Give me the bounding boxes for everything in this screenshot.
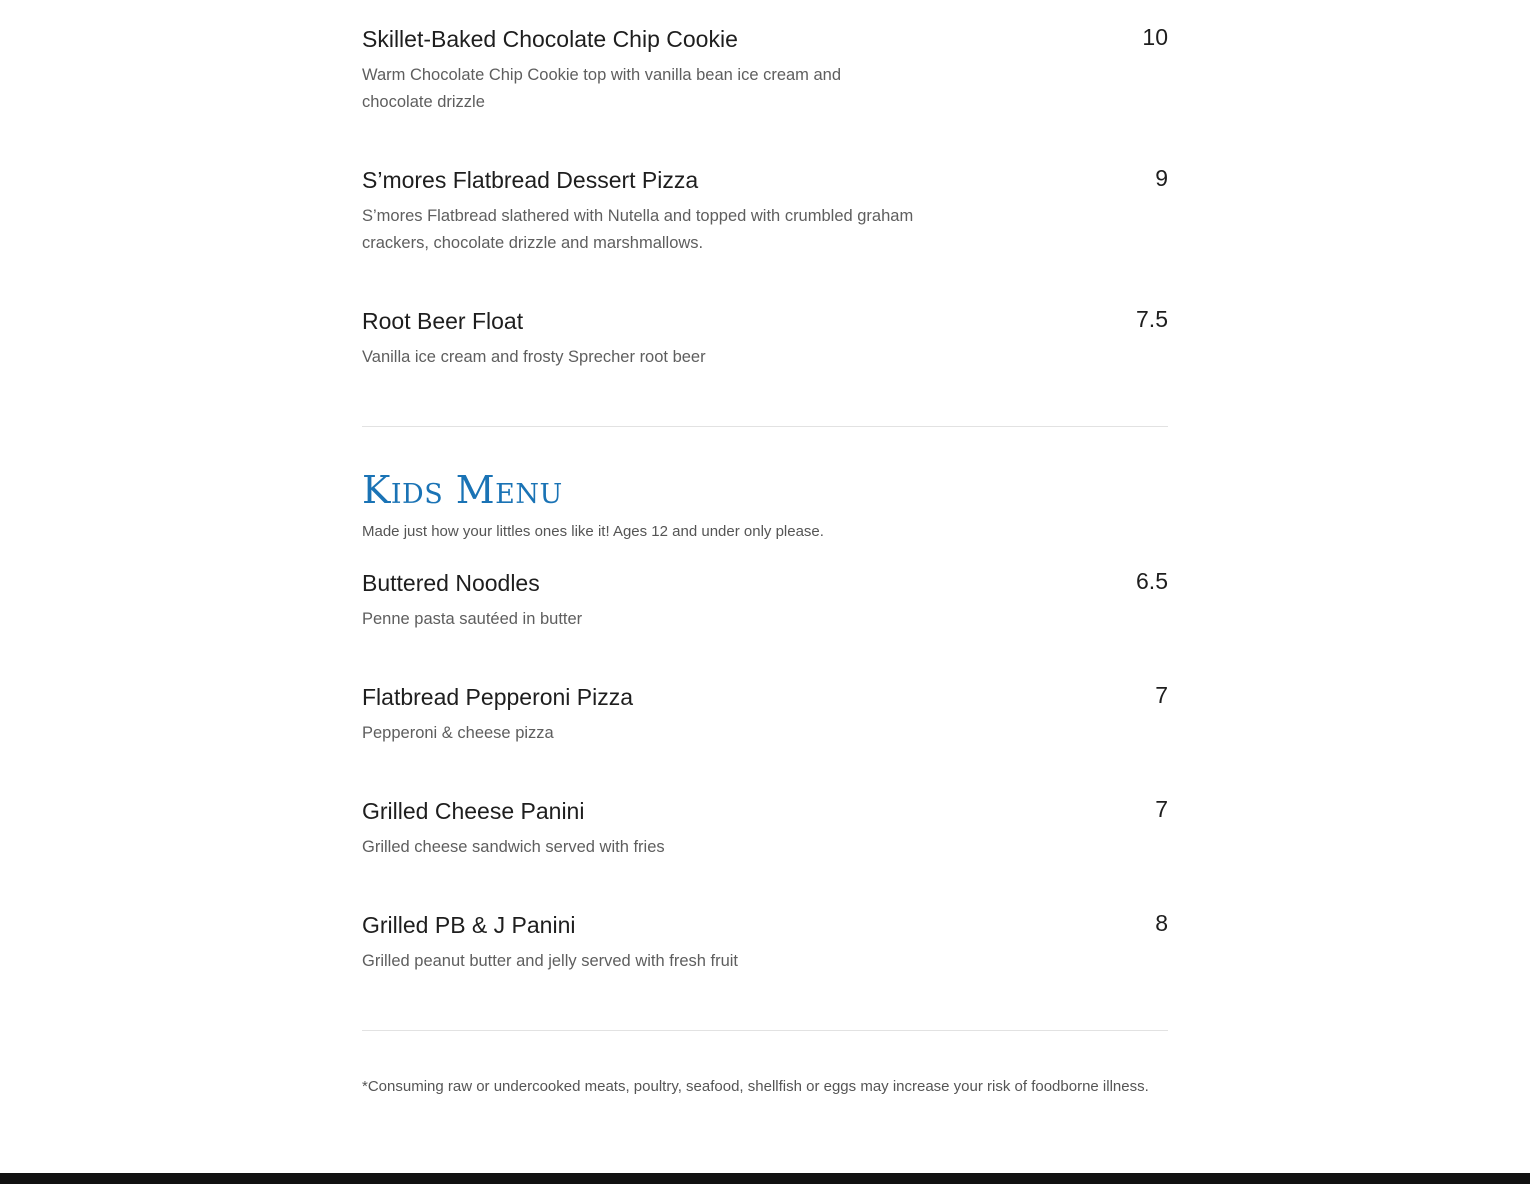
menu-item-name: Root Beer Float (362, 308, 524, 334)
menu-content (362, 0, 1168, 1097)
desserts-section (362, 0, 1168, 371)
menu-item-price: 9 (1155, 165, 1168, 191)
section-title: Kids Menu (362, 468, 563, 512)
menu-item-name: Skillet-Baked Chocolate Chip Cookie (362, 26, 738, 52)
menu-item (362, 25, 1168, 116)
menu-item-description: Grilled peanut butter and jelly served with fresh fruit (362, 952, 739, 970)
food-safety-disclaimer: *Consuming raw or undercooked meats, poultry, seafood, shellfish or eggs may increase your risk of foodborne illness. (362, 1078, 1149, 1095)
menu-item-name: Buttered Noodles (362, 570, 540, 596)
menu-item-name: S’mores Flatbread Dessert Pizza (362, 167, 699, 193)
menu-item-description: Vanilla ice cream and frosty Sprecher root beer (362, 348, 706, 366)
menu-item-price: 7 (1155, 796, 1168, 822)
menu-item (362, 683, 1168, 747)
menu-item (362, 797, 1168, 861)
menu-item-description: Grilled cheese sandwich served with fries (362, 838, 665, 856)
menu-item (362, 569, 1168, 633)
menu-item-description: Pepperoni & cheese pizza (362, 724, 554, 742)
menu-item-description: Penne pasta sautéed in butter (362, 610, 583, 628)
menu-item (362, 307, 1168, 371)
menu-item-name: Grilled PB & J Panini (362, 912, 576, 938)
menu-item-price: 10 (1142, 24, 1168, 50)
section-divider (362, 1030, 1168, 1031)
menu-item-price: 6.5 (1136, 568, 1168, 594)
menu-item-description: Warm Chocolate Chip Cookie top with vanilla bean ice cream and chocolate drizzle (362, 66, 842, 111)
menu-item-name: Flatbread Pepperoni Pizza (362, 684, 634, 710)
menu-item (362, 166, 1168, 257)
kids-menu-section (362, 427, 1168, 975)
menu-item (362, 911, 1168, 975)
menu-item-name: Grilled Cheese Panini (362, 798, 585, 824)
menu-item-price: 7.5 (1136, 306, 1168, 332)
footer-bar (0, 1173, 1530, 1184)
menu-item-price: 8 (1155, 910, 1168, 936)
menu-item-description: S’mores Flatbread slathered with Nutella and topped with crumbled graham crackers, chocolate drizzle and marshmallows. (362, 207, 914, 252)
section-subtitle: Made just how your littles ones like it! Ages 12 and under only please. (362, 523, 824, 540)
menu-item-price: 7 (1155, 682, 1168, 708)
